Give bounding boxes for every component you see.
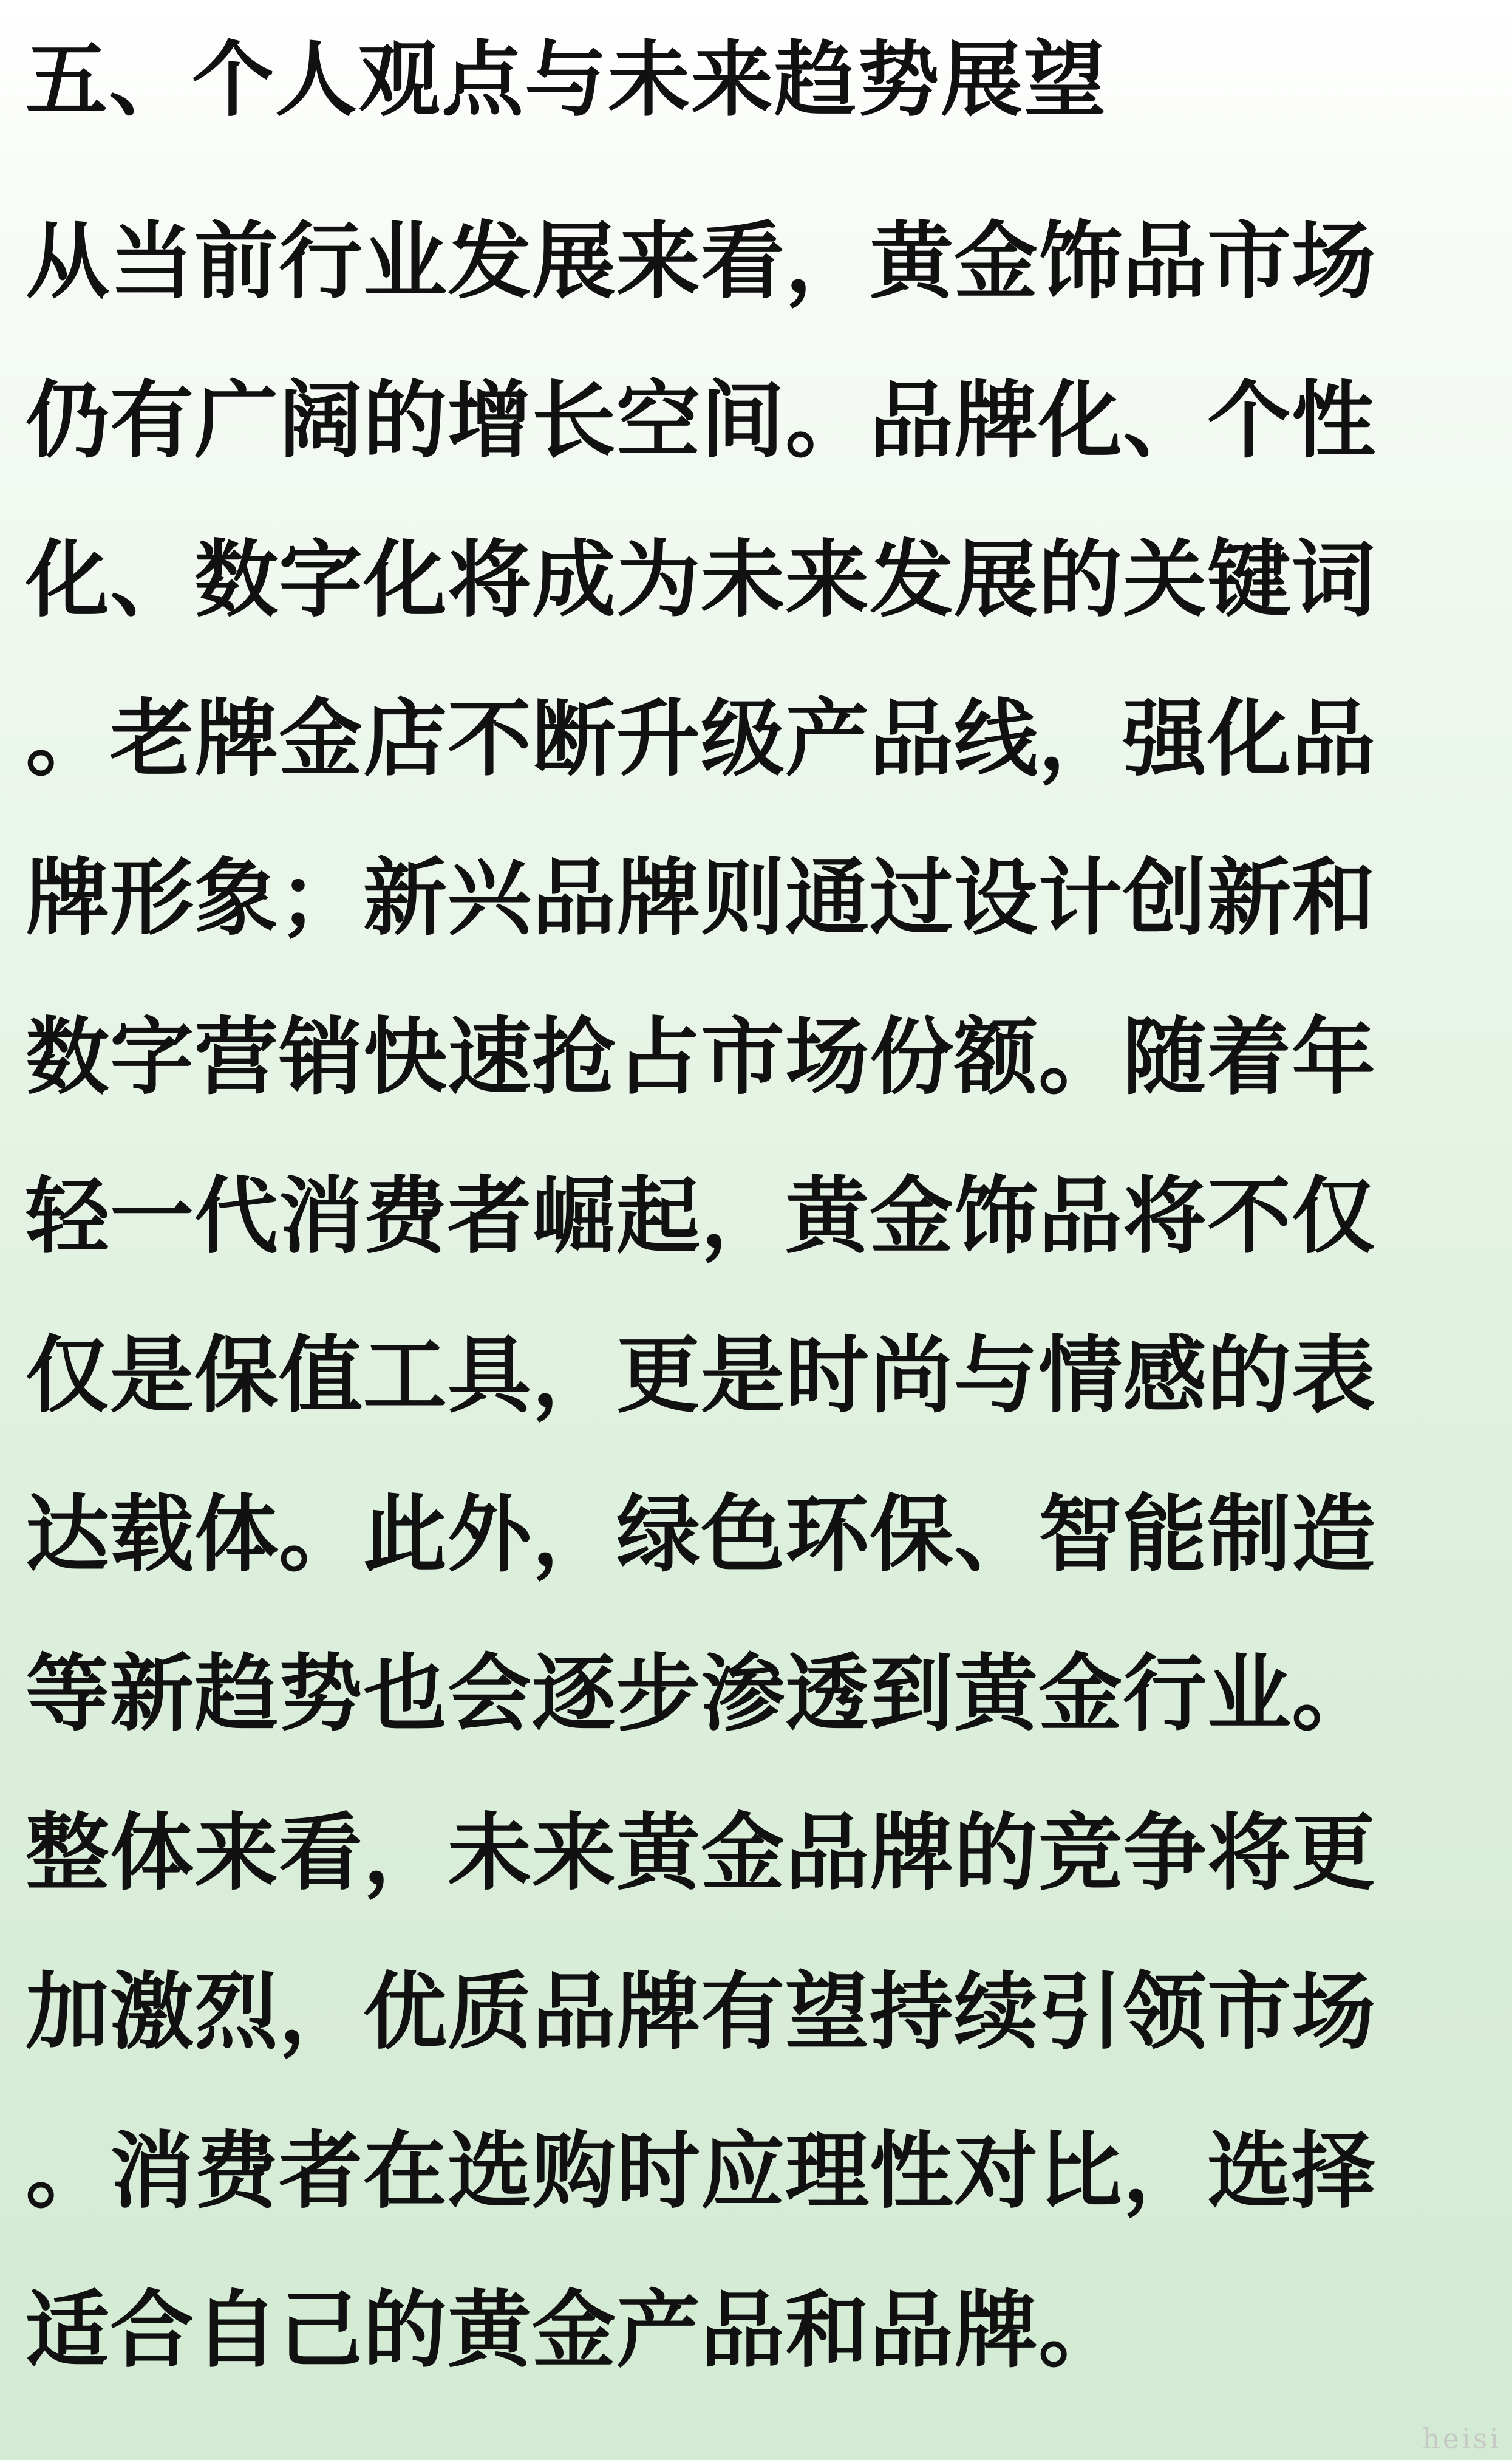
section-heading: 五、个人观点与未来趋势展望: [26, 32, 1107, 128]
text-line: 达载体。此外，绿色环保、智能制造: [26, 1486, 1377, 1584]
body-text: [26, 182, 1376, 2410]
text-line: 仅是保值工具，更是时尚与情感的表: [26, 1327, 1377, 1424]
watermark: heisi: [1422, 2422, 1501, 2455]
text-line: 适合自己的黄金产品和品牌。: [26, 2281, 1123, 2379]
text-line: 数字营销快速抢占市场份额。随着年: [26, 1008, 1377, 1106]
text-line: 牌形象；新兴品牌则通过设计创新和: [26, 849, 1377, 947]
text-line: 仍有广阔的增长空间。品牌化、个性: [26, 372, 1377, 470]
text-line: 整体来看，未来黄金品牌的竞争将更: [26, 1804, 1377, 1902]
text-line: 从当前行业发展来看，黄金饰品市场: [26, 213, 1377, 310]
text-line: 加激烈，优质品牌有望持续引领市场: [26, 1963, 1377, 2061]
text-line: 轻一代消费者崛起，黄金饰品将不仅: [26, 1167, 1377, 1265]
text-line: 等新趋势也会逐步渗透到黄金行业。: [26, 1645, 1377, 1743]
text-line: 化、数字化将成为未来发展的关键词: [26, 531, 1377, 629]
text-line: 。消费者在选购时应理性对比，选择: [26, 2122, 1377, 2220]
text-line: 。老牌金店不断升级产品线，强化品: [26, 690, 1377, 788]
